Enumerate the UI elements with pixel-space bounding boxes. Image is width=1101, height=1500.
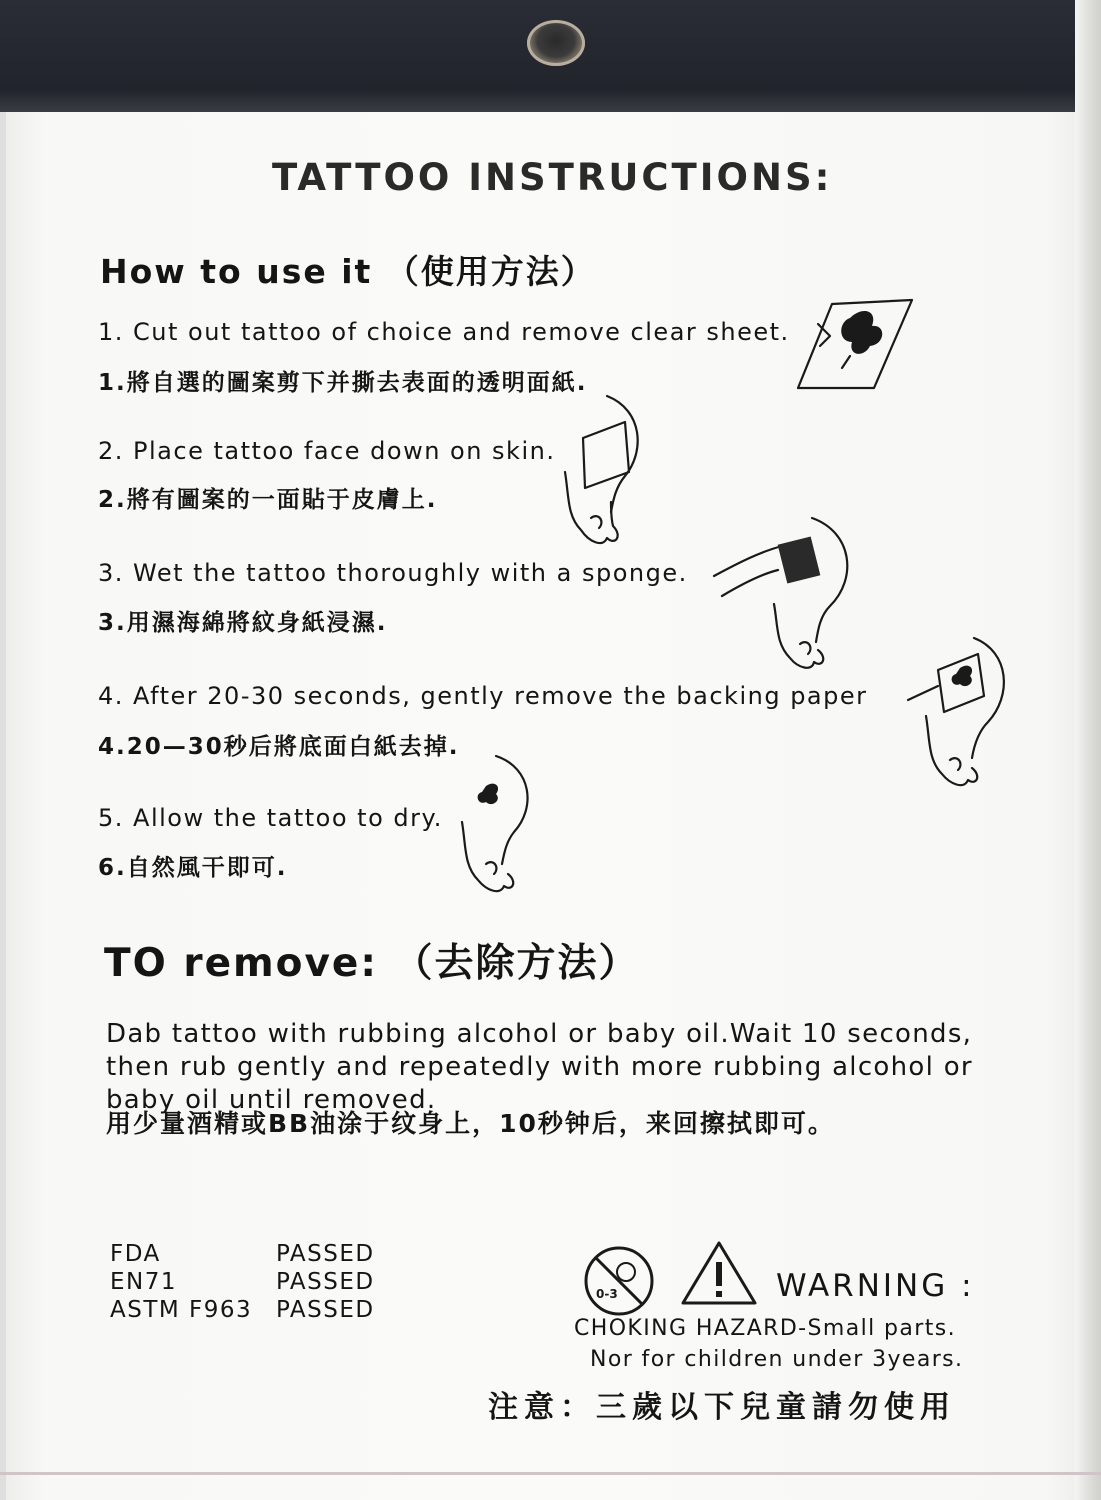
step-1-english: 1. Cut out tattoo of choice and remove clear sheet. bbox=[98, 318, 790, 346]
remove-instructions-english: Dab tattoo with rubbing alcohol or baby oil.Wait 10 seconds, then rub gently and repeatedly with more rubbing alcohol or baby oil until removed. bbox=[106, 1019, 973, 1115]
step-3-english: 3. Wet the tattoo thoroughly with a sponge. bbox=[98, 559, 688, 587]
remove-heading: TO remove: （去除方法） bbox=[104, 941, 640, 986]
page-title: TATTOO INSTRUCTIONS: bbox=[272, 156, 833, 199]
step-5-chinese: 6.自然風干即可. bbox=[98, 855, 288, 881]
bottom-divider bbox=[0, 1472, 1101, 1475]
cert-standard: FDA bbox=[110, 1241, 161, 1267]
step-4-chinese: 4.20—30秒后將底面白紙去掉. bbox=[98, 734, 460, 760]
warning-title: WARNING : bbox=[776, 1268, 975, 1304]
step-2-english: 2. Place tattoo face down on skin. bbox=[98, 437, 556, 465]
cert-status: PASSED bbox=[276, 1297, 375, 1323]
cert-status: PASSED bbox=[276, 1269, 375, 1295]
arm-tattoo-dry-icon bbox=[456, 752, 546, 902]
arm-place-tattoo-icon bbox=[555, 392, 655, 552]
remove-instructions-chinese: 用少量酒精或BB油涂于纹身上，10秒钟后，来回擦拭即可。 bbox=[106, 1109, 835, 1138]
cert-status: PASSED bbox=[276, 1241, 375, 1267]
cert-standard: EN71 bbox=[110, 1269, 178, 1295]
how-to-heading: How to use it （使用方法） bbox=[100, 252, 596, 291]
step-4-english: 4. After 20-30 seconds, gently remove the backing paper bbox=[98, 682, 868, 710]
warning-chinese: 注意：三歲以下兒童請勿使用 bbox=[488, 1390, 956, 1425]
cert-standard: ASTM F963 bbox=[110, 1297, 253, 1323]
no-under-3-icon bbox=[582, 1244, 656, 1318]
age-badge-label: 0-3 bbox=[596, 1287, 618, 1301]
peel-backing-paper-icon bbox=[908, 634, 1018, 794]
card-left-edge bbox=[0, 112, 6, 1500]
step-3-chinese: 3.用濕海綿將紋身紙浸濕. bbox=[98, 610, 388, 636]
hang-hole bbox=[527, 20, 585, 66]
choking-hazard-text: CHOKING HAZARD-Small parts. bbox=[574, 1316, 956, 1341]
sponge-wet-tattoo-icon bbox=[712, 512, 862, 672]
step-5-english: 5. Allow the tattoo to dry. bbox=[98, 804, 443, 832]
age-restriction-text: Nor for children under 3years. bbox=[590, 1347, 964, 1372]
step-1-chinese: 1.將自選的圖案剪下并撕去表面的透明面紙. bbox=[98, 370, 588, 396]
step-2-chinese: 2.將有圖案的一面貼于皮膚上. bbox=[98, 487, 438, 513]
card-right-edge bbox=[1075, 0, 1101, 1500]
tattoo-sheet-illustration-icon bbox=[790, 296, 920, 392]
warning-triangle-icon bbox=[680, 1240, 758, 1306]
